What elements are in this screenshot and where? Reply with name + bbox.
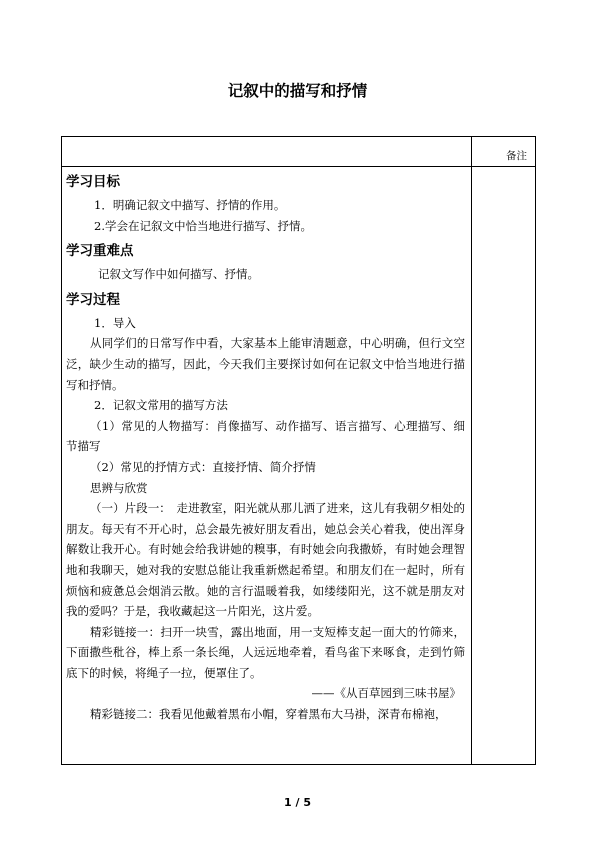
link-2: 精彩链接二：我看见他戴着黑布小帽，穿着黑布大马褂，深青布棉袍， xyxy=(90,707,447,722)
analysis-label: 思辨与欣赏 xyxy=(90,480,148,495)
content-cell xyxy=(62,167,472,765)
key-point-text: 记叙文写作中如何描写、抒情。 xyxy=(98,267,259,282)
table-header-row xyxy=(62,137,536,167)
goal-item-2: 2.学会在记叙文中恰当地进行描写、抒情。 xyxy=(94,218,312,233)
lesson-table xyxy=(61,136,536,765)
fragment-1: （一）片段一： 走进教室，阳光就从那儿洒了进来，这儿有我朝夕相处的朋友。每天有不开心时，总会最先被好朋友看出，她总会关心着我，使出浑身解数让我开心。有时她会给我讲她的糗事，有时她会向我撒娇，有时她会理智地和我聊天，她对我的安慰总能让我重新燃起希望。和朋友们在一起时，所有烦恼和疲惫总会烟消云散。她的言行温暖着我，如缕缕阳光，这不就是朋友对我的爱吗？于是，我收藏起这一片阳光，这片爱。 xyxy=(66,501,465,619)
methods-label: 2．记叙文常用的描写方法 xyxy=(94,398,228,413)
link-1: 精彩链接一：扫开一块雪，露出地面，用一支短棒支起一面大的竹筛来，下面撒些秕谷，棒上系一条长绳，人远远地牵着，看鸟雀下来啄食，走到竹筛底下的时候，将绳子一拉，便罩住了。 xyxy=(66,624,465,680)
page-number: 1 / 5 xyxy=(284,796,311,809)
page-title: 记叙中的描写和抒情 xyxy=(227,82,368,100)
intro-text: 从同学们的日常写作中看，大家基本上能审清题意，中心明确，但行文空泛，缺少生动的描写，因此，今天我们主要探讨如何在记叙文中恰当地进行描写和抒情。 xyxy=(66,336,465,392)
goal-item-1: 1．明确记叙文中描写、抒情的作用。 xyxy=(94,198,286,212)
link-1-source: ——《从百草园到三味书屋》 xyxy=(311,686,461,701)
methods-item-2: （2）常见的抒情方式：直接抒情、简介抒情 xyxy=(90,459,316,474)
section-heading-goals: 学习目标 xyxy=(66,174,120,190)
section-heading-key: 学习重难点 xyxy=(66,243,134,260)
intro-label: 1．导入 xyxy=(94,315,136,330)
content-body xyxy=(62,167,471,764)
table-body-row xyxy=(62,167,536,765)
methods-item-1: （1）常见的人物描写：肖像描写、动作描写、语言描写、心理描写、细节描写 xyxy=(66,418,465,454)
header-empty-cell xyxy=(62,137,472,167)
note-header: 备注 xyxy=(506,150,527,162)
section-heading-process: 学习过程 xyxy=(66,291,120,308)
note-cell xyxy=(472,167,536,765)
note-header-cell xyxy=(472,137,536,167)
